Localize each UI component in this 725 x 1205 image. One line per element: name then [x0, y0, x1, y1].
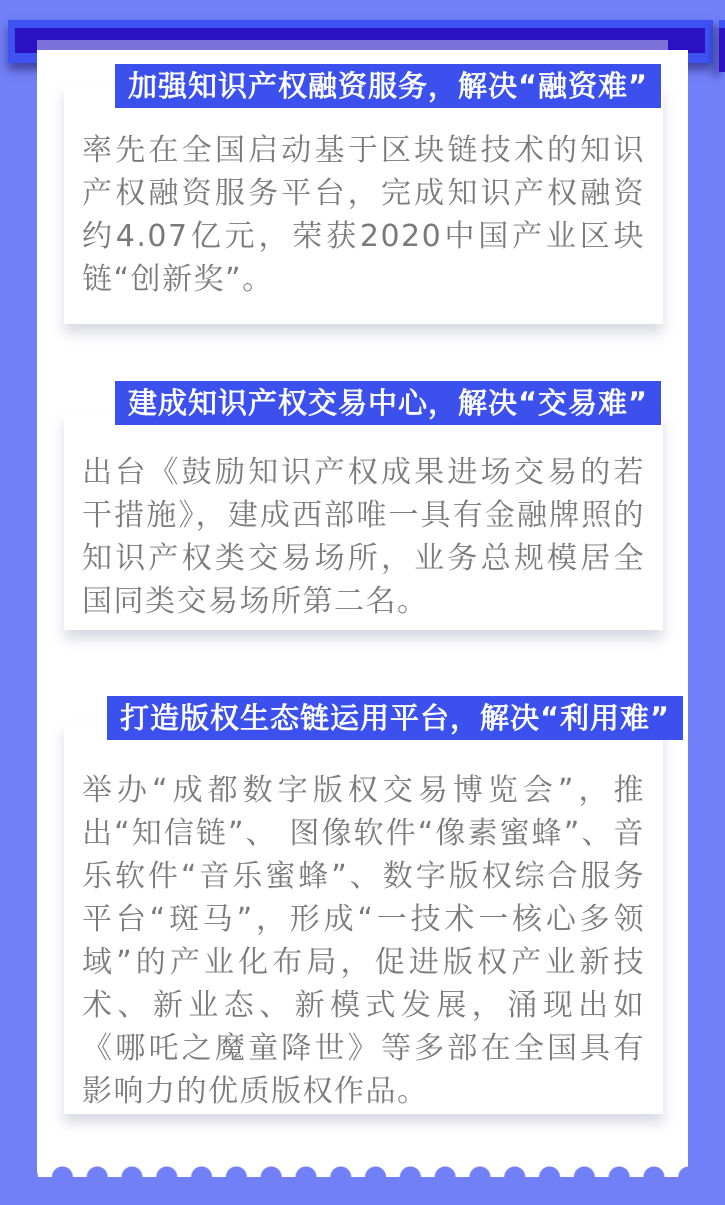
section-1-body-text: 率先在全国启动基于区块链技术的知识产权融资服务平台，完成知识产权融资约4.07亿元，荣获2020中国产业区块链“创新奖”。	[82, 133, 645, 297]
section-3-title-banner: 打造版权生态链运用平台，解决“利用难”	[107, 696, 683, 740]
section-1-card	[64, 85, 663, 324]
section-2-body-text: 出台《鼓励知识产权成果进场交易的若干措施》，建成西部唯一具有金融牌照的知识产权类交易场所，业务总规模居全国同类交易场所第二名。	[82, 455, 645, 619]
section-2-card	[64, 413, 663, 630]
section-3-card	[64, 723, 663, 1114]
section-2-title-banner: 建成知识产权交易中心，解决“交易难”	[115, 381, 661, 425]
section-3-body-text: 举办“成都数字版权交易博览会”，推出“知信链”、 图像软件“像素蜜蜂”、音乐软件“音乐蜜蜂”、数字版权综合服务平台“斑马”，形成“一技术一核心多领域”的产业化布局，促进版权产业新技术、新业态、新模式发展，涌现出如《哪吒之魔童降世》等多部在全国具有影响力的优质版权作品。	[82, 773, 645, 1109]
content-page	[37, 50, 688, 1177]
top-right-edge-decoration	[719, 20, 725, 72]
section-1-title-banner: 加强知识产权融资服务，解决“融资难”	[115, 64, 661, 108]
